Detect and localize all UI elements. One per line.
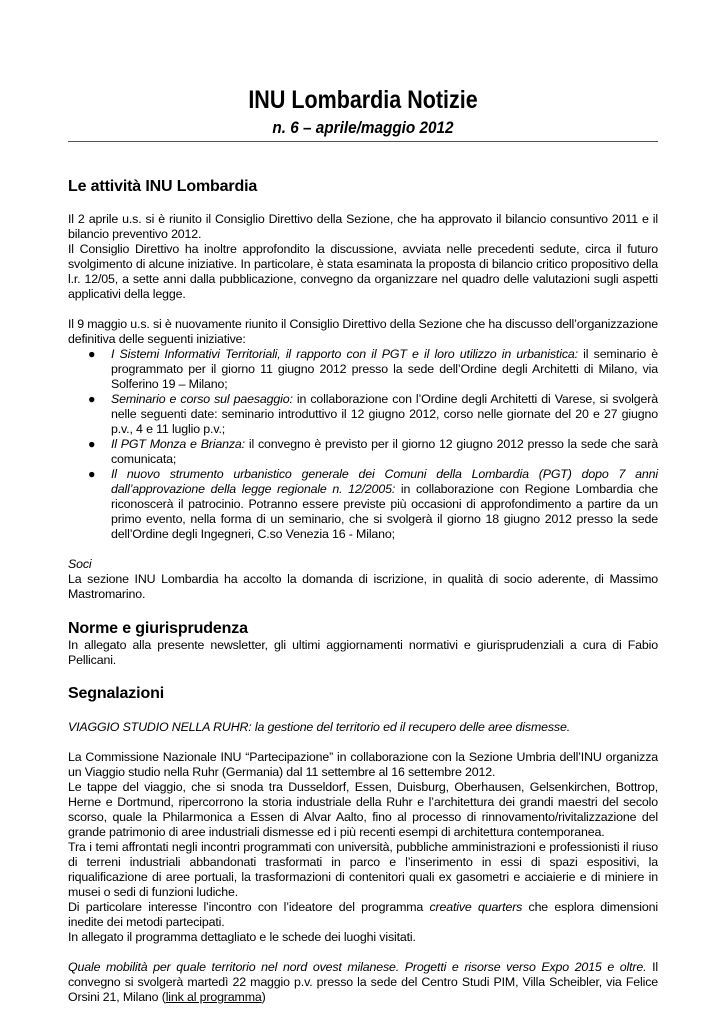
spacer [68,735,658,750]
bullet-icon: ● [88,392,96,406]
mobilita-close: ) [261,990,266,1004]
issue-subtitle: n. 6 – aprile/maggio 2012 [272,118,454,137]
mobilita-text: Il convegno si svolgerà martedì 22 maggio p.v. presso la sede del Centro Studi PIM, Villa Scheibler, via Felice Orsini 21, Milano ( [68,960,658,1004]
paragraph-viaggio-temi: Tra i temi affrontati negli incontri programmati con università, pubbliche amministrazioni e professionisti il riuso di terreni industriali abbandonati trasformati in parco e l’inserimento in essi di spazi espositivi, la riqualificazione di aree portuali, la trasformazioni di contenitori quali ex gasometri e acciaierie e di miniere in musei o sedi di funzioni ludiche. [68,840,658,899]
list-item [88,467,658,542]
paragraph-viaggio-allegato: In allegato il programma dettagliato e le schede dei luoghi visitati. [68,930,416,944]
paragraph-bilancio: Il 2 aprile u.s. si è riunito il Consiglio Direttivo della Sezione, che ha approvato il bilancio consuntivo 2011 e il bilancio preventivo 2012. [68,212,658,241]
incontro-text-post: che esplora dimensioni inedite dei metodi partecipati. [68,900,658,929]
paragraph-viaggio-tappe: Le tappe del viaggio, che si snoda tra Dusseldorf, Essen, Duisburg, Oberhausen, Gelsenkirchen, Bottrop, Herne e Dortmund, ripercorrono la storia industriale della Ruhr e l’architettura dei grandi maestri del secolo scorso, quale la Philarmonica a Essen di Alvar Aalto, fino al processo di rinnovamento/rivitalizzazione del grande patrimonio di aree industriali dismesse ed i più recenti esempi di architettura contemporanea. [68,780,658,839]
initiative-title: I Sistemi Informativi Territoriali, il rapporto con il PGT e il loro utilizzo in urbanistica: [111,347,578,361]
initiative-text: il convegno è previsto per il giorno 12 giugno 2012 presso la sede che sarà comunicata; [111,437,658,466]
bullet-icon: ● [88,347,96,361]
initiative-text: in collaborazione con Regione Lombardia che riconoscerà il patrocinio. Potranno essere previste più occasioni di approfondimento a partire da un primo evento, nella forma di un seminario, che si svolgerà il giorno 18 giugno 2012 presso la sede dell’Ordine degli Ingegneri, C.so Venezia 16 - Milano; [111,482,658,541]
section-attivita [68,178,658,602]
incontro-text-pre: Di particolare interesse l’incontro con l’ideatore del programma [68,900,430,914]
section-heading-attivita: Le attività INU Lombardia [68,178,258,195]
section-heading-segnalazioni: Segnalazioni [68,685,164,702]
spacer [68,945,658,960]
paragraph-viaggio-incontro [68,900,658,930]
bullet-icon: ● [88,467,96,481]
initiative-title: Seminario e corso sul paesaggio: [111,392,293,406]
list-item [88,392,658,437]
initiative-title: Il PGT Monza e Brianza: [111,437,245,451]
initiative-text: in collaborazione con l’Ordine degli Architetti di Varese, si svolgerà nelle seguenti date: seminario introduttivo il 12 giugno 2012, corso nelle giornate del 20 e 27 giugno p.v., 4 e 11 luglio p.v.; [111,392,658,436]
soci-label-text: Soci [68,557,92,571]
section-heading-norme: Norme e giurisprudenza [68,620,248,637]
paragraph-consiglio: Il Consiglio Direttivo ha inoltre approfondito la discussione, avviata nelle precedenti sedute, circa il futuro svolgimento di alcune iniziative. In particolare, è stata esaminata la proposta di bilancio critico propositivo della l.r. 12/05, a sette anni dalla pubblicazione, convegno da organizzare nel quadro delle valutazioni sugli aspetti applicativi della legge. [68,242,658,301]
viaggio-title-text: VIAGGIO STUDIO NELLA RUHR: la gestione del territorio ed il recupero delle aree dismesse. [68,720,570,734]
paragraph-viaggio-intro: La Commissione Nazionale INU “Partecipazione” in collaborazione con la Sezione Umbria dell’INU organizza un Viaggio studio nella Ruhr (Germania) dal 11 settembre al 16 settembre 2012. [68,750,658,779]
paragraph-norme: In allegato alla presente newsletter, gli ultimi aggiornamenti normativi e giurisprudenziali a cura di Fabio Pellicani. [68,638,658,667]
program-link[interactable]: link al programma [165,990,262,1004]
viaggio-title [68,720,658,735]
bullet-icon: ● [88,437,96,451]
list-item [88,437,658,467]
section-segnalazioni [68,685,658,1005]
initiatives-list [68,347,658,542]
paragraph-soci: La sezione INU Lombardia ha accolto la domanda di iscrizione, in qualità di socio aderente, di Massimo Mastromarino. [68,572,658,601]
mobilita-title: Quale mobilità per quale territorio nel nord ovest milanese. Progetti e risorse verso Expo 2015 e oltre. [68,960,647,974]
spacer [68,302,658,317]
list-item [88,347,659,392]
header-divider [68,141,658,142]
section-norme [68,620,658,668]
page-title: INU Lombardia Notizie [248,86,478,114]
soci-label [68,557,658,572]
newsletter-body [68,178,658,1005]
incontro-program-name: creative quarters [429,900,523,914]
paragraph-mobilita [68,960,658,1005]
initiative-title: Il nuovo strumento urbanistico generale dei Comuni della Lombardia (PGT) dopo 7 anni dall’approvazione della legge regionale n. 12/2005: [111,467,658,496]
initiative-text: il seminario è programmato per il giorno 11 giugno 2012 presso la sede dell’Ordine degli Architetti di Milano, via Solferino 19 – Milano; [111,347,659,391]
spacer [68,542,658,557]
paragraph-riunione-maggio: Il 9 maggio u.s. si è nuovamente riunito il Consiglio Direttivo della Sezione che ha discusso dell’organizzazione definitiva delle seguenti iniziative: [68,317,658,346]
